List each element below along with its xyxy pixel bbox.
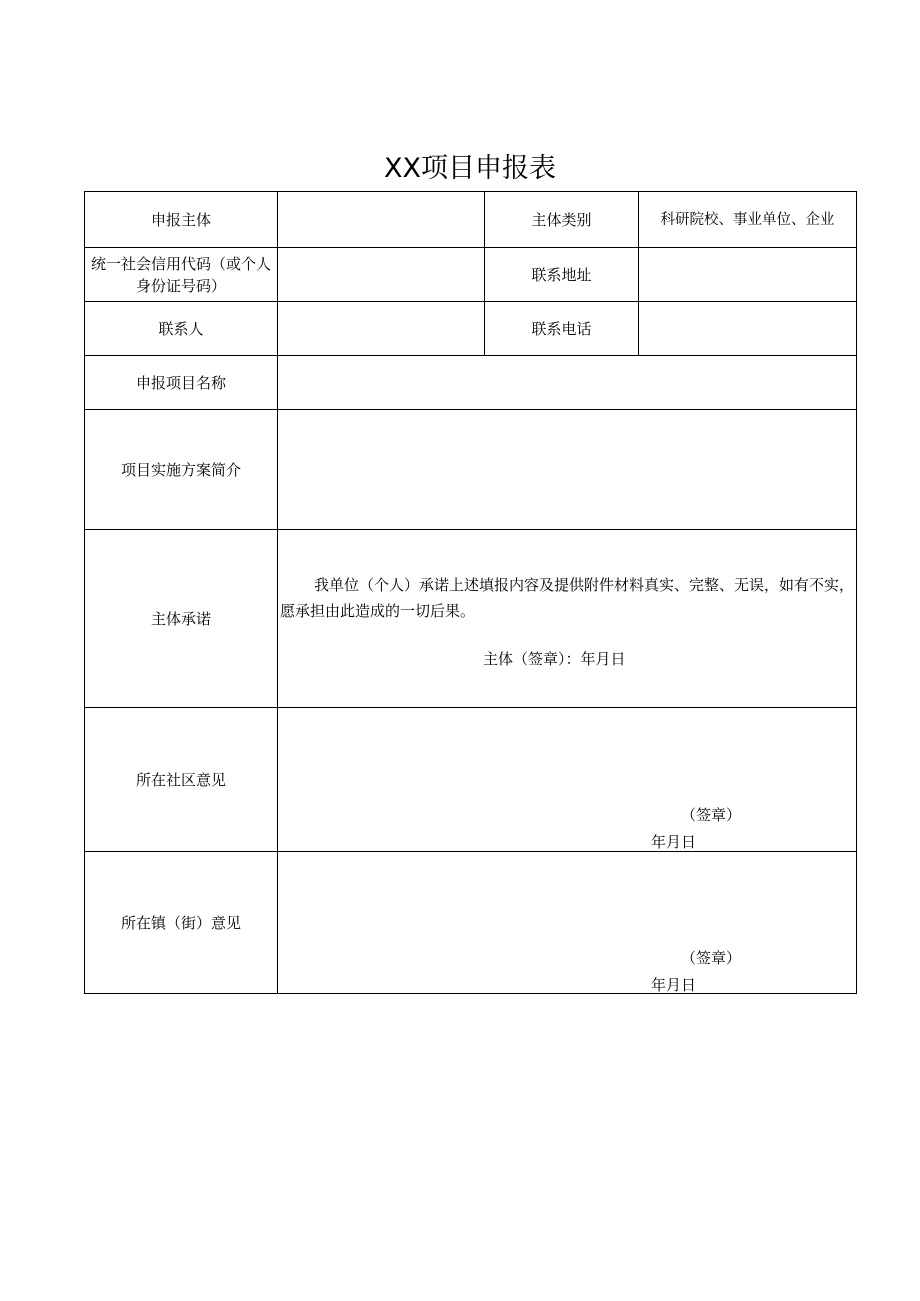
town-date: 年月日 — [651, 976, 697, 994]
contact-field[interactable] — [277, 301, 485, 356]
community-opinion-field[interactable] — [277, 707, 857, 852]
commitment-cell — [277, 529, 857, 708]
phone-label: 联系电话 — [484, 301, 639, 356]
phone-field[interactable] — [638, 301, 857, 356]
project-name-field[interactable] — [277, 355, 857, 410]
commitment-label: 主体承诺 — [84, 529, 278, 708]
community-opinion-label: 所在社区意见 — [84, 707, 278, 852]
credit-code-label: 统一社会信用代码（或个人身份证号码） — [84, 247, 278, 302]
address-label: 联系地址 — [484, 247, 639, 302]
application-form-table — [84, 191, 857, 994]
town-seal: （签章） — [681, 949, 742, 967]
contact-label: 联系人 — [84, 301, 278, 356]
form-title: XX项目申报表 — [384, 153, 556, 184]
plan-field[interactable] — [277, 409, 857, 530]
project-name-label: 申报项目名称 — [84, 355, 278, 410]
community-seal: （签章） — [681, 806, 742, 824]
plan-label: 项目实施方案简介 — [84, 409, 278, 530]
entity-type-field[interactable]: 科研院校、事业单位、企业 — [638, 191, 857, 248]
town-opinion-label: 所在镇（街）意见 — [84, 851, 278, 994]
commitment-text: 我单位（个人）承诺上述填报内容及提供附件材料真实、完整、无误，如有不实，愿承担由此造成的一切后果。 — [280, 576, 855, 620]
applicant-field[interactable] — [277, 191, 485, 248]
commitment-signature: 主体（签章）：年月日 — [483, 650, 626, 668]
address-field[interactable] — [638, 247, 857, 302]
entity-type-label: 主体类别 — [484, 191, 639, 248]
town-opinion-field[interactable] — [277, 851, 857, 994]
applicant-label: 申报主体 — [84, 191, 278, 248]
community-date: 年月日 — [651, 833, 697, 851]
credit-code-field[interactable] — [277, 247, 485, 302]
